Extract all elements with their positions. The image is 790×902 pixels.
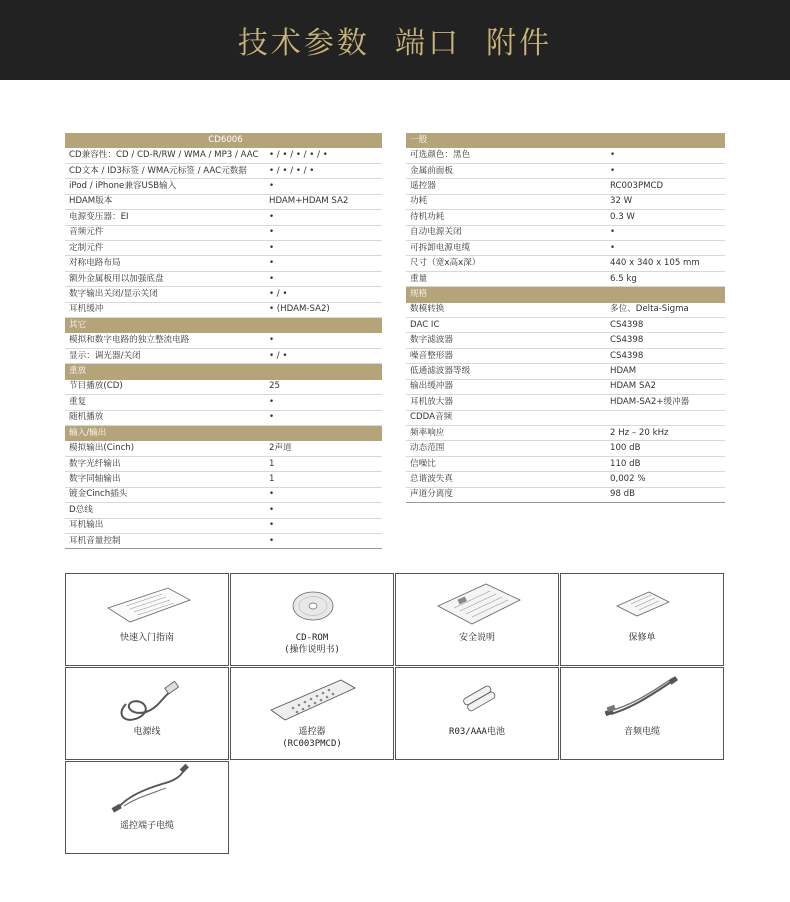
row-label: 对称电路布局	[65, 256, 265, 271]
row-label: 频率响应	[406, 426, 606, 441]
table-row	[65, 379, 382, 394]
section-header-specs	[406, 287, 725, 302]
table-row	[65, 410, 382, 425]
row-value: HDAM	[606, 364, 725, 379]
row-label: 镀金Cinch插头	[65, 487, 265, 502]
row-label: 低通滤波器等级	[406, 364, 606, 379]
row-label: 节目播放(CD)	[65, 379, 265, 394]
page-title: 技术参数 端口 附件	[237, 26, 553, 61]
row-value: 多位、Delta-Sigma	[606, 302, 725, 317]
row-label: 耳机放大器	[406, 395, 606, 410]
table-row	[406, 148, 725, 163]
table-row	[406, 379, 725, 394]
table-row	[65, 533, 382, 548]
row-value: •	[606, 225, 725, 240]
right-spec-table	[406, 133, 725, 503]
row-label: CDDA音频	[406, 410, 606, 425]
row-label: 可拆卸电源电缆	[406, 240, 606, 255]
row-label: CD文本 / ID3标签 / WMA元标签 / AAC元数据	[65, 163, 265, 178]
row-value: • / • / • / • / •	[265, 148, 382, 163]
accessory-label: R03/AAA电池	[449, 727, 505, 737]
row-label: 重复	[65, 395, 265, 410]
table-row	[406, 179, 725, 194]
row-label: 数字同轴输出	[65, 472, 265, 487]
row-value: CS4398	[606, 348, 725, 363]
row-label: 金属前面板	[406, 163, 606, 178]
table-row	[65, 163, 382, 178]
row-value: 1	[265, 456, 382, 471]
row-value: 25	[265, 379, 382, 394]
table-row	[65, 271, 382, 286]
section-header-general	[406, 133, 725, 148]
row-value: •	[265, 271, 382, 286]
accessory-label: 快速入门指南	[119, 633, 174, 643]
row-label: D总线	[65, 503, 265, 518]
table-row	[406, 410, 725, 425]
table-row	[406, 271, 725, 286]
row-value: •	[265, 533, 382, 548]
row-label: 耳机音量控制	[65, 533, 265, 548]
table-row	[406, 302, 725, 317]
table-row	[65, 518, 382, 533]
table-row	[406, 472, 725, 487]
warranty-card-icon	[561, 574, 725, 634]
row-label: 输出缓冲器	[406, 379, 606, 394]
row-value: 98 dB	[606, 487, 725, 502]
cd-rom-icon	[231, 574, 395, 634]
row-label: 电源变压器：EI	[65, 210, 265, 225]
section-header-playback	[65, 364, 382, 379]
row-value: •	[265, 333, 382, 348]
row-value: 1	[265, 472, 382, 487]
table-row	[406, 194, 725, 209]
row-value: 0.3 W	[606, 210, 725, 225]
row-value: •	[265, 225, 382, 240]
row-label: 尺寸（宽x高x深）	[406, 256, 606, 271]
accessories-grid	[65, 573, 726, 831]
table-row	[65, 194, 382, 209]
row-label: 待机功耗	[406, 210, 606, 225]
row-label: 数字输出关闭/显示关闭	[65, 287, 265, 302]
row-value: HDAM SA2	[606, 379, 725, 394]
row-value: CS4398	[606, 333, 725, 348]
accessory-remote-connector-cable	[65, 761, 229, 854]
row-label: HDAM版本	[65, 194, 265, 209]
table-row	[65, 287, 382, 302]
table-row	[65, 256, 382, 271]
row-label: 耳机缓冲	[65, 302, 265, 317]
table-row	[406, 441, 725, 456]
model-title: CD6006	[65, 133, 382, 148]
row-value: 440 x 340 x 105 mm	[606, 256, 725, 271]
row-value: HDAM-SA2+缓冲器	[606, 395, 725, 410]
row-value: 2 Hz – 20 kHz	[606, 426, 725, 441]
row-value: • / •	[265, 287, 382, 302]
table-row	[65, 472, 382, 487]
row-label: 噪音整形器	[406, 348, 606, 363]
accessory-battery	[395, 667, 559, 760]
battery-icon	[396, 668, 560, 728]
section-header-io	[65, 426, 382, 441]
table-row	[65, 503, 382, 518]
row-value: 100 dB	[606, 441, 725, 456]
accessory-quick-guide	[65, 573, 229, 666]
row-label: 信噪比	[406, 456, 606, 471]
table-row	[406, 426, 725, 441]
row-label: 自动电源关闭	[406, 225, 606, 240]
row-label: 额外金属板用以加强底盘	[65, 271, 265, 286]
header-banner	[0, 0, 790, 80]
table-row	[65, 441, 382, 456]
row-value: 32 W	[606, 194, 725, 209]
section-heading: 重放	[65, 364, 382, 379]
accessory-label: 遥控器 (RC003PMCD)	[282, 727, 342, 749]
row-label: 声道分离度	[406, 487, 606, 502]
row-value: CS4398	[606, 318, 725, 333]
row-label: 可选颜色：黑色	[406, 148, 606, 163]
row-value: •	[606, 148, 725, 163]
section-header-other	[65, 318, 382, 333]
table-row	[406, 210, 725, 225]
row-label: CD兼容性：CD / CD-R/RW / WMA / MP3 / AAC	[65, 148, 265, 163]
row-value: 2声道	[265, 441, 382, 456]
row-value: •	[265, 256, 382, 271]
accessory-label: 安全说明	[458, 633, 495, 643]
table-row	[406, 318, 725, 333]
accessory-safety	[395, 573, 559, 666]
power-cord-icon	[66, 668, 230, 728]
table-row	[65, 225, 382, 240]
table-row	[65, 240, 382, 255]
row-value: •	[265, 487, 382, 502]
table-row	[65, 210, 382, 225]
accessory-label: 保修单	[628, 633, 656, 643]
table-row	[65, 333, 382, 348]
row-label: 总谐波失真	[406, 472, 606, 487]
left-spec-table	[65, 133, 382, 549]
audio-cable-icon	[561, 668, 725, 728]
accessory-label: 电源线	[133, 727, 161, 737]
accessory-label: 音频电缆	[623, 727, 660, 737]
quick-guide-icon	[66, 574, 230, 634]
section-heading: 其它	[65, 318, 382, 333]
row-label: 数模转换	[406, 302, 606, 317]
accessory-audio-cable	[560, 667, 724, 760]
row-value: • / • / • / •	[265, 163, 382, 178]
row-label: 动态范围	[406, 441, 606, 456]
section-heading: 一般	[406, 133, 725, 148]
row-label: 数字滤波器	[406, 333, 606, 348]
table-row	[406, 456, 725, 471]
row-value: •	[265, 518, 382, 533]
row-value: • / •	[265, 348, 382, 363]
table-row	[65, 456, 382, 471]
row-value: •	[265, 179, 382, 194]
row-value: 6.5 kg	[606, 271, 725, 286]
table-row	[65, 348, 382, 363]
row-label: 定制元件	[65, 240, 265, 255]
row-label: 显示：调光器/关闭	[65, 348, 265, 363]
row-label: 随机播放	[65, 410, 265, 425]
table-row	[406, 225, 725, 240]
row-label: iPod / iPhone兼容USB输入	[65, 179, 265, 194]
accessory-power-cord	[65, 667, 229, 760]
row-label: 重量	[406, 271, 606, 286]
table-row	[65, 395, 382, 410]
row-label: DAC IC	[406, 318, 606, 333]
row-value: 0,002 %	[606, 472, 725, 487]
accessory-warranty	[560, 573, 724, 666]
table-row	[406, 364, 725, 379]
section-heading: 规格	[406, 287, 725, 302]
table-row	[406, 256, 725, 271]
row-value: •	[265, 503, 382, 518]
table-row	[406, 487, 725, 502]
row-label: 遥控器	[406, 179, 606, 194]
safety-sheet-icon	[396, 574, 560, 634]
row-value: •	[265, 240, 382, 255]
table-row	[65, 487, 382, 502]
table-row	[65, 302, 382, 317]
accessory-cd-rom	[230, 573, 394, 666]
table-row	[65, 148, 382, 163]
row-label: 音频元件	[65, 225, 265, 240]
row-label: 模拟和数字电路的独立整流电路	[65, 333, 265, 348]
row-label: 耳机输出	[65, 518, 265, 533]
table-row	[65, 179, 382, 194]
accessory-label: 遥控端子电缆	[119, 821, 174, 831]
accessory-label: CD-ROM (操作说明书)	[284, 633, 340, 655]
row-value: HDAM+HDAM SA2	[265, 194, 382, 209]
row-value: •	[265, 410, 382, 425]
row-label: 功耗	[406, 194, 606, 209]
table-row	[406, 395, 725, 410]
remote-control-icon	[231, 668, 395, 728]
row-value: •	[265, 395, 382, 410]
section-heading: 输入/输出	[65, 426, 382, 441]
table-row	[406, 240, 725, 255]
row-value: •	[606, 163, 725, 178]
table-row	[406, 163, 725, 178]
row-value: •	[606, 240, 725, 255]
row-value: 110 dB	[606, 456, 725, 471]
row-value	[606, 410, 725, 425]
row-label: 数字光纤输出	[65, 456, 265, 471]
table-row	[406, 348, 725, 363]
accessory-remote	[230, 667, 394, 760]
table-row	[406, 333, 725, 348]
row-label: 模拟输出(Cinch)	[65, 441, 265, 456]
row-value: •	[265, 210, 382, 225]
table-title-row	[65, 133, 382, 148]
row-value: RC003PMCD	[606, 179, 725, 194]
remote-connector-cable-icon	[66, 762, 230, 822]
row-value: • (HDAM-SA2)	[265, 302, 382, 317]
